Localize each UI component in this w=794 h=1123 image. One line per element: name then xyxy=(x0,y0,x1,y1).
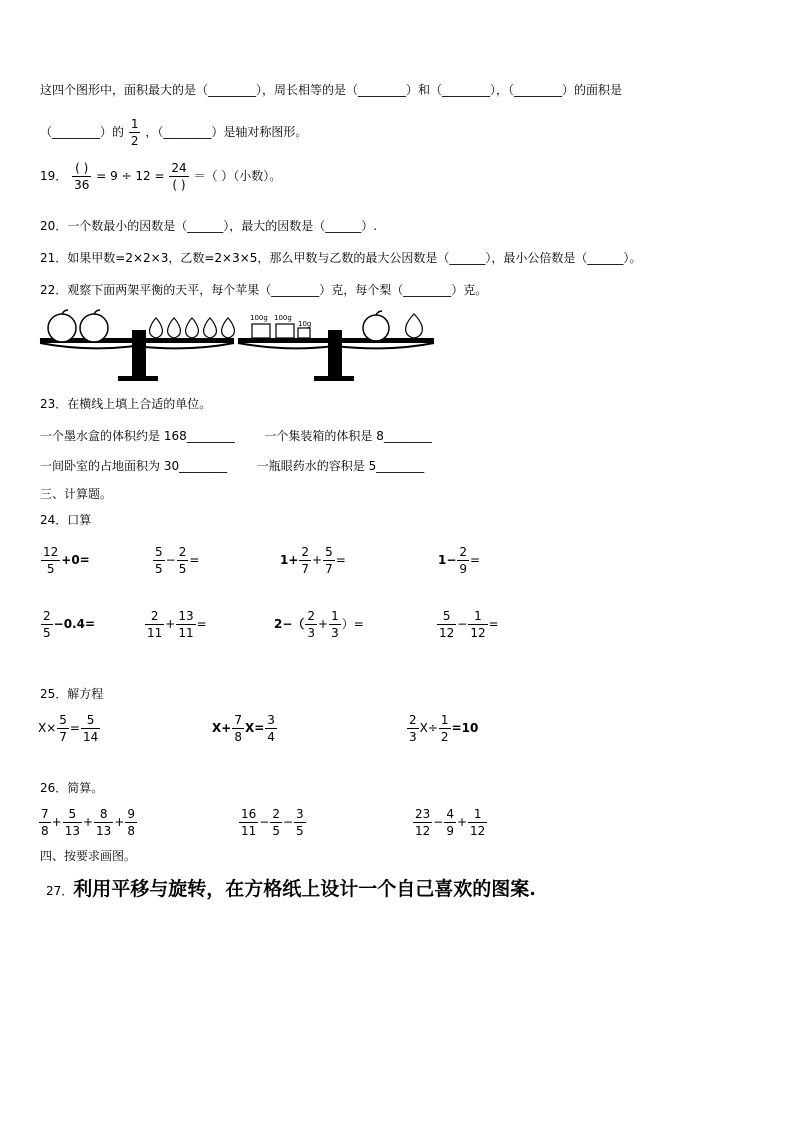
apple-icon xyxy=(48,314,76,342)
left-scale xyxy=(40,310,234,381)
q23-d: 一瓶眼药水的容积是 5________ xyxy=(256,459,425,473)
q24-expr-3: 1+ $\frac{2}{7}$ + $\frac{5}{7}$ = xyxy=(280,545,346,576)
q24-expr-2: $\frac{5}{5}$ − $\frac{2}{5}$ = xyxy=(155,545,200,576)
q18-line1: 这四个图形中，面积最大的是（________），周长相等的是（________）和（________），（________）的面积是 xyxy=(40,83,623,97)
q26-title: 26．简算。 xyxy=(40,781,104,795)
pear-icon xyxy=(168,318,181,338)
q23-c: 一间卧室的占地面积为 30________ xyxy=(40,459,228,473)
pear-icon xyxy=(222,318,235,338)
section-4-heading: 四、按要求画图。 xyxy=(40,849,137,863)
q27 xyxy=(46,876,536,904)
q26-expr-2: $\frac{16}{11}$ − $\frac{2}{5}$ − $\frac{3}{5}$ xyxy=(241,807,304,838)
apple-icon xyxy=(80,314,108,342)
weight-icon xyxy=(298,328,310,338)
q18-line2-a: （________）的 xyxy=(40,125,125,139)
q23-a: 一个墨水盒的体积约是 168________ xyxy=(40,429,235,443)
apple-icon xyxy=(363,315,389,341)
weight-label-3: 10g xyxy=(298,320,312,328)
balance-scales-svg xyxy=(38,308,438,384)
balance-scales-illustration xyxy=(38,308,438,384)
q19-tail: ＝（ ）（小数）。 xyxy=(193,169,282,183)
section-3-heading: 三、计算题。 xyxy=(40,487,113,501)
q19-number: 19． xyxy=(40,169,68,183)
q25-expr-2: X+ $\frac{7}{8}$ X= $\frac{3}{4}$ xyxy=(212,713,275,744)
q23-b: 一个集装箱的体积是 8________ xyxy=(264,429,432,443)
q24-expr-1: $\frac{12}{5}$ +0= xyxy=(43,545,90,576)
q26-expr-1: $\frac{7}{8}$ + $\frac{5}{13}$ + $\frac{8}{13}$ + $\frac{9}{8}$ xyxy=(41,807,136,838)
q23-row2 xyxy=(40,456,424,476)
q23-row1 xyxy=(40,426,432,446)
weight-label-1: 100g xyxy=(250,314,268,322)
q21: 21．如果甲数=2×2×3，乙数=2×3×5，那么甲数与乙数的最大公因数是（______），最小公倍数是（______）。 xyxy=(40,251,642,265)
q24-expr-7: 2−（ $\frac{2}{3}$ + $\frac{1}{3}$ ）= xyxy=(274,609,364,640)
q18-line2 xyxy=(40,116,307,149)
q23-title: 23．在横线上填上合适的单位。 xyxy=(40,397,212,411)
q24-expr-5: $\frac{2}{5}$ −0.4= xyxy=(43,609,96,640)
q24-expr-4: 1− $\frac{2}{9}$ = xyxy=(438,545,481,576)
q22: 22．观察下面两架平衡的天平，每个苹果（________）克，每个梨（________）克。 xyxy=(40,283,488,297)
q19-fraction-2: $\frac{24}{( )}$ xyxy=(171,161,187,192)
q24-expr-6: $\frac{2}{11}$ + $\frac{13}{11}$ = xyxy=(147,609,207,640)
q24-title: 24．口算 xyxy=(40,513,92,527)
q25-expr-1: X× $\frac{5}{7}$ = $\frac{5}{14}$ xyxy=(38,713,99,744)
q27-text: 利用平移与旋转，在方格纸上设计一个自己喜欢的图案. xyxy=(73,878,536,900)
q19-fraction-1: $\frac{( )}{36}$ xyxy=(74,161,90,192)
q24-expr-8: $\frac{5}{12}$ − $\frac{1}{12}$ = xyxy=(439,609,499,640)
q19-middle: = 9 ÷ 12 = xyxy=(96,169,165,183)
q20: 20．一个数最小的因数是（______），最大的因数是（______）. xyxy=(40,219,378,233)
weight-label-2: 100g xyxy=(274,314,292,322)
q25-title: 25．解方程 xyxy=(40,687,104,701)
pear-icon xyxy=(150,318,163,338)
q27-number: 27． xyxy=(46,884,74,898)
weight-icon xyxy=(252,324,270,338)
q19 xyxy=(40,160,281,193)
fraction-half: $\frac{1}{2}$ xyxy=(130,117,139,148)
right-scale xyxy=(238,311,434,381)
q26-expr-3: $\frac{23}{12}$ − $\frac{4}{9}$ + $\frac{1}{12}$ xyxy=(415,807,486,838)
pear-icon xyxy=(204,318,217,338)
q25-expr-3: $\frac{2}{3}$ X÷ $\frac{1}{2}$ =10 xyxy=(409,713,479,744)
pear-icon xyxy=(406,314,423,338)
pear-icon xyxy=(186,318,199,338)
q18-line2-b: ，（________）是轴对称图形。 xyxy=(145,125,308,139)
weight-icon xyxy=(276,324,294,338)
